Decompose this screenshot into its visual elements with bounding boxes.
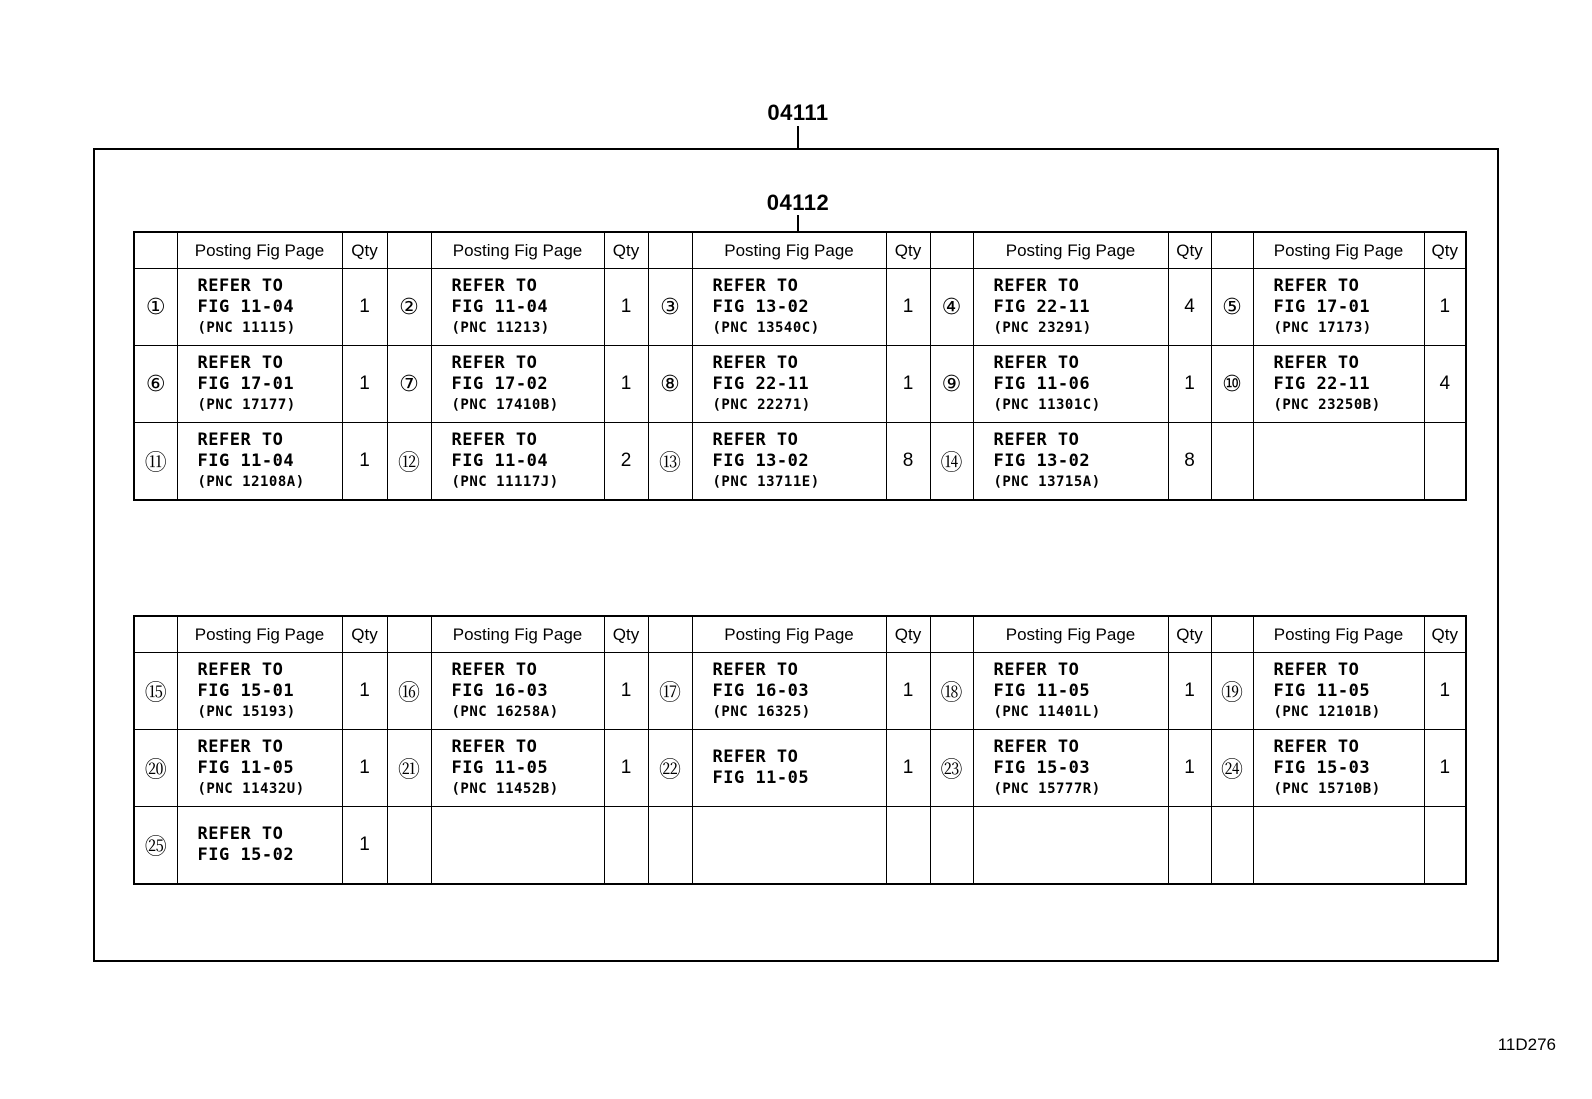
pnc-number: (PNC 11401L) (993, 703, 1101, 720)
pnc-number: (PNC 23291) (993, 319, 1092, 336)
refer-to-text: REFER TO (993, 736, 1080, 757)
header-number-cell (648, 232, 692, 269)
callout-number: ② (387, 269, 431, 346)
reference-cell (177, 346, 342, 423)
header-number-cell (387, 616, 431, 653)
table-row (134, 653, 1466, 730)
callout-number: ⑲ (1211, 653, 1253, 730)
fig-reference: FIG 13-02 (993, 450, 1091, 471)
reference-cell (1253, 653, 1424, 730)
reference-cell (1253, 346, 1424, 423)
quantity-cell: 1 (1424, 730, 1466, 807)
fig-reference: FIG 22-11 (712, 373, 810, 394)
table1-body (134, 232, 1466, 500)
table-row (134, 730, 1466, 807)
refer-to-text: REFER TO (197, 275, 284, 296)
fig-reference: FIG 13-02 (712, 296, 810, 317)
quantity-cell: 1 (1424, 269, 1466, 346)
quantity-cell: 1 (1168, 730, 1211, 807)
callout-number (648, 807, 692, 885)
refer-to-text: REFER TO (451, 736, 538, 757)
table-row (134, 807, 1466, 885)
header-posting-fig-page: Posting Fig Page (692, 616, 886, 653)
refer-to-text: REFER TO (197, 352, 284, 373)
callout-number: ⑫ (387, 423, 431, 501)
reference-cell (177, 730, 342, 807)
callout-number: ㉓ (930, 730, 973, 807)
header-qty: Qty (1168, 232, 1211, 269)
reference-cell (973, 807, 1168, 885)
header-qty: Qty (604, 232, 648, 269)
callout-number: ③ (648, 269, 692, 346)
figure-code: 11D276 (1497, 1035, 1556, 1054)
callout-number: ㉕ (134, 807, 177, 885)
header-number-cell (648, 616, 692, 653)
header-number-cell (134, 616, 177, 653)
pnc-number: (PNC 11213) (451, 319, 550, 336)
pnc-number: (PNC 15710B) (1273, 780, 1381, 797)
reference-cell (431, 346, 604, 423)
fig-reference: FIG 13-02 (712, 450, 810, 471)
callout-number: ⑯ (387, 653, 431, 730)
refer-to-text: REFER TO (712, 275, 799, 296)
fig-reference: FIG 11-05 (197, 757, 295, 778)
reference-cell (1253, 269, 1424, 346)
callout-number: ㉑ (387, 730, 431, 807)
callout-number: ⑮ (134, 653, 177, 730)
quantity-cell (886, 807, 930, 885)
fig-reference: FIG 11-04 (197, 296, 295, 317)
fig-reference: FIG 15-03 (993, 757, 1091, 778)
header-qty: Qty (342, 616, 387, 653)
callout-number: ④ (930, 269, 973, 346)
fig-reference: FIG 17-02 (451, 373, 549, 394)
reference-cell (431, 730, 604, 807)
reference-cell (431, 653, 604, 730)
header-posting-fig-page: Posting Fig Page (973, 616, 1168, 653)
leader-line-04112 (797, 215, 799, 231)
quantity-cell: 1 (604, 653, 648, 730)
pnc-number: (PNC 15193) (197, 703, 296, 720)
header-qty: Qty (342, 232, 387, 269)
callout-number: ⑳ (134, 730, 177, 807)
quantity-cell: 4 (1424, 346, 1466, 423)
pnc-number: (PNC 11117J) (451, 473, 559, 490)
refer-to-text: REFER TO (712, 659, 799, 680)
reference-cell (431, 807, 604, 885)
refer-to-text: REFER TO (451, 429, 538, 450)
quantity-cell: 1 (886, 346, 930, 423)
pnc-number: (PNC 11452B) (451, 780, 559, 797)
reference-cell (973, 423, 1168, 501)
reference-cell (177, 423, 342, 501)
quantity-cell: 1 (886, 730, 930, 807)
table-row (134, 269, 1466, 346)
reference-cell (692, 807, 886, 885)
quantity-cell: 1 (604, 346, 648, 423)
pnc-number: (PNC 11301C) (993, 396, 1101, 413)
quantity-cell: 4 (1168, 269, 1211, 346)
quantity-cell: 1 (1168, 653, 1211, 730)
refer-to-text: REFER TO (197, 659, 284, 680)
header-posting-fig-page: Posting Fig Page (1253, 232, 1424, 269)
callout-number: ㉒ (648, 730, 692, 807)
pnc-number: (PNC 11115) (197, 319, 296, 336)
pnc-number: (PNC 16325) (712, 703, 811, 720)
refer-to-text: REFER TO (712, 352, 799, 373)
quantity-cell: 1 (342, 653, 387, 730)
fig-reference: FIG 11-04 (451, 296, 549, 317)
reference-cell (692, 346, 886, 423)
pnc-number: (PNC 11432U) (197, 780, 305, 797)
callout-number (387, 807, 431, 885)
header-qty: Qty (1424, 616, 1466, 653)
fig-reference: FIG 16-03 (712, 680, 810, 701)
fig-reference: FIG 16-03 (451, 680, 549, 701)
callout-number: ⑧ (648, 346, 692, 423)
refer-to-text: REFER TO (993, 275, 1080, 296)
header-qty: Qty (1168, 616, 1211, 653)
pnc-number: (PNC 13715A) (993, 473, 1101, 490)
refer-to-text: REFER TO (451, 352, 538, 373)
reference-cell (692, 730, 886, 807)
fig-reference: FIG 15-01 (197, 680, 295, 701)
pnc-number: (PNC 17177) (197, 396, 296, 413)
assembly-code-04111: 04111 (767, 100, 829, 125)
quantity-cell: 2 (604, 423, 648, 501)
quantity-cell (604, 807, 648, 885)
parts-table-1 (133, 231, 1467, 501)
refer-to-text: REFER TO (1273, 275, 1360, 296)
pnc-number: (PNC 12108A) (197, 473, 305, 490)
header-number-cell (1211, 232, 1253, 269)
pnc-number: (PNC 15777R) (993, 780, 1101, 797)
reference-cell (1253, 807, 1424, 885)
refer-to-text: REFER TO (1273, 659, 1360, 680)
callout-number (1211, 807, 1253, 885)
refer-to-text: REFER TO (197, 824, 284, 844)
quantity-cell: 1 (342, 346, 387, 423)
refer-to-text: REFER TO (993, 429, 1080, 450)
callout-number: ⑤ (1211, 269, 1253, 346)
callout-number: ⑱ (930, 653, 973, 730)
quantity-cell (1168, 807, 1211, 885)
pnc-number: (PNC 23250B) (1273, 396, 1381, 413)
pnc-number: (PNC 13540C) (712, 319, 820, 336)
reference-cell (1253, 423, 1424, 501)
fig-reference: FIG 22-11 (993, 296, 1091, 317)
fig-reference: FIG 11-06 (993, 373, 1091, 394)
quantity-cell: 8 (1168, 423, 1211, 501)
callout-number: ⑬ (648, 423, 692, 501)
fig-reference: FIG 11-05 (993, 680, 1091, 701)
reference-cell (177, 807, 342, 885)
reference-cell (973, 730, 1168, 807)
refer-to-text: REFER TO (1273, 352, 1360, 373)
header-posting-fig-page: Posting Fig Page (692, 232, 886, 269)
callout-number: ⑨ (930, 346, 973, 423)
table-row (134, 423, 1466, 501)
header-qty: Qty (604, 616, 648, 653)
quantity-cell: 1 (1424, 653, 1466, 730)
reference-cell (973, 346, 1168, 423)
pnc-number: (PNC 13711E) (712, 473, 820, 490)
fig-reference: FIG 11-04 (451, 450, 549, 471)
leader-line-04111 (797, 126, 799, 148)
callout-number (1211, 423, 1253, 501)
quantity-cell: 1 (342, 423, 387, 501)
header-row (134, 232, 1466, 269)
pnc-number: (PNC 22271) (712, 396, 811, 413)
callout-number: ⑥ (134, 346, 177, 423)
header-qty: Qty (886, 232, 930, 269)
fig-reference: FIG 22-11 (1273, 373, 1371, 394)
reference-cell (431, 423, 604, 501)
assembly-code-04112: 04112 (766, 190, 830, 215)
fig-reference: FIG 11-05 (1273, 680, 1371, 701)
header-number-cell (134, 232, 177, 269)
quantity-cell: 1 (604, 269, 648, 346)
fig-reference: FIG 11-05 (712, 768, 810, 788)
header-number-cell (387, 232, 431, 269)
fig-reference: FIG 11-05 (451, 757, 549, 778)
callout-number: ⑭ (930, 423, 973, 501)
quantity-cell: 1 (886, 653, 930, 730)
reference-cell (177, 653, 342, 730)
fig-reference: FIG 11-04 (197, 450, 295, 471)
pnc-number: (PNC 12101B) (1273, 703, 1381, 720)
reference-cell (973, 269, 1168, 346)
callout-number: ㉔ (1211, 730, 1253, 807)
header-posting-fig-page: Posting Fig Page (177, 232, 342, 269)
reference-cell (177, 269, 342, 346)
fig-reference: FIG 15-03 (1273, 757, 1371, 778)
quantity-cell: 1 (1168, 346, 1211, 423)
quantity-cell: 1 (604, 730, 648, 807)
header-row (134, 616, 1466, 653)
quantity-cell: 1 (342, 730, 387, 807)
table2-body (134, 616, 1466, 884)
pnc-number: (PNC 17173) (1273, 319, 1372, 336)
refer-to-text: REFER TO (451, 659, 538, 680)
quantity-cell (1424, 807, 1466, 885)
header-posting-fig-page: Posting Fig Page (431, 232, 604, 269)
refer-to-text: REFER TO (993, 352, 1080, 373)
refer-to-text: REFER TO (993, 659, 1080, 680)
header-number-cell (930, 616, 973, 653)
reference-cell (692, 653, 886, 730)
quantity-cell: 1 (342, 269, 387, 346)
reference-cell (431, 269, 604, 346)
callout-number: ⑪ (134, 423, 177, 501)
refer-to-text: REFER TO (451, 275, 538, 296)
callout-number: ⑰ (648, 653, 692, 730)
quantity-cell: 1 (886, 269, 930, 346)
header-posting-fig-page: Posting Fig Page (431, 616, 604, 653)
quantity-cell: 8 (886, 423, 930, 501)
pnc-number: (PNC 16258A) (451, 703, 559, 720)
quantity-cell (1424, 423, 1466, 501)
fig-reference: FIG 15-02 (197, 845, 295, 865)
refer-to-text: REFER TO (1273, 736, 1360, 757)
callout-number: ⑩ (1211, 346, 1253, 423)
fig-reference: FIG 17-01 (197, 373, 295, 394)
header-qty: Qty (886, 616, 930, 653)
quantity-cell: 1 (342, 807, 387, 885)
callout-number: ⑦ (387, 346, 431, 423)
header-posting-fig-page: Posting Fig Page (177, 616, 342, 653)
callout-number (930, 807, 973, 885)
header-qty: Qty (1424, 232, 1466, 269)
table-row (134, 346, 1466, 423)
header-posting-fig-page: Posting Fig Page (1253, 616, 1424, 653)
fig-reference: FIG 17-01 (1273, 296, 1371, 317)
refer-to-text: REFER TO (197, 736, 284, 757)
reference-cell (692, 423, 886, 501)
header-posting-fig-page: Posting Fig Page (973, 232, 1168, 269)
refer-to-text: REFER TO (197, 429, 284, 450)
reference-cell (692, 269, 886, 346)
header-number-cell (1211, 616, 1253, 653)
parts-table-2 (133, 615, 1467, 885)
pnc-number: (PNC 17410B) (451, 396, 559, 413)
refer-to-text: REFER TO (712, 747, 799, 767)
callout-number: ① (134, 269, 177, 346)
reference-cell (973, 653, 1168, 730)
reference-cell (1253, 730, 1424, 807)
refer-to-text: REFER TO (712, 429, 799, 450)
header-number-cell (930, 232, 973, 269)
